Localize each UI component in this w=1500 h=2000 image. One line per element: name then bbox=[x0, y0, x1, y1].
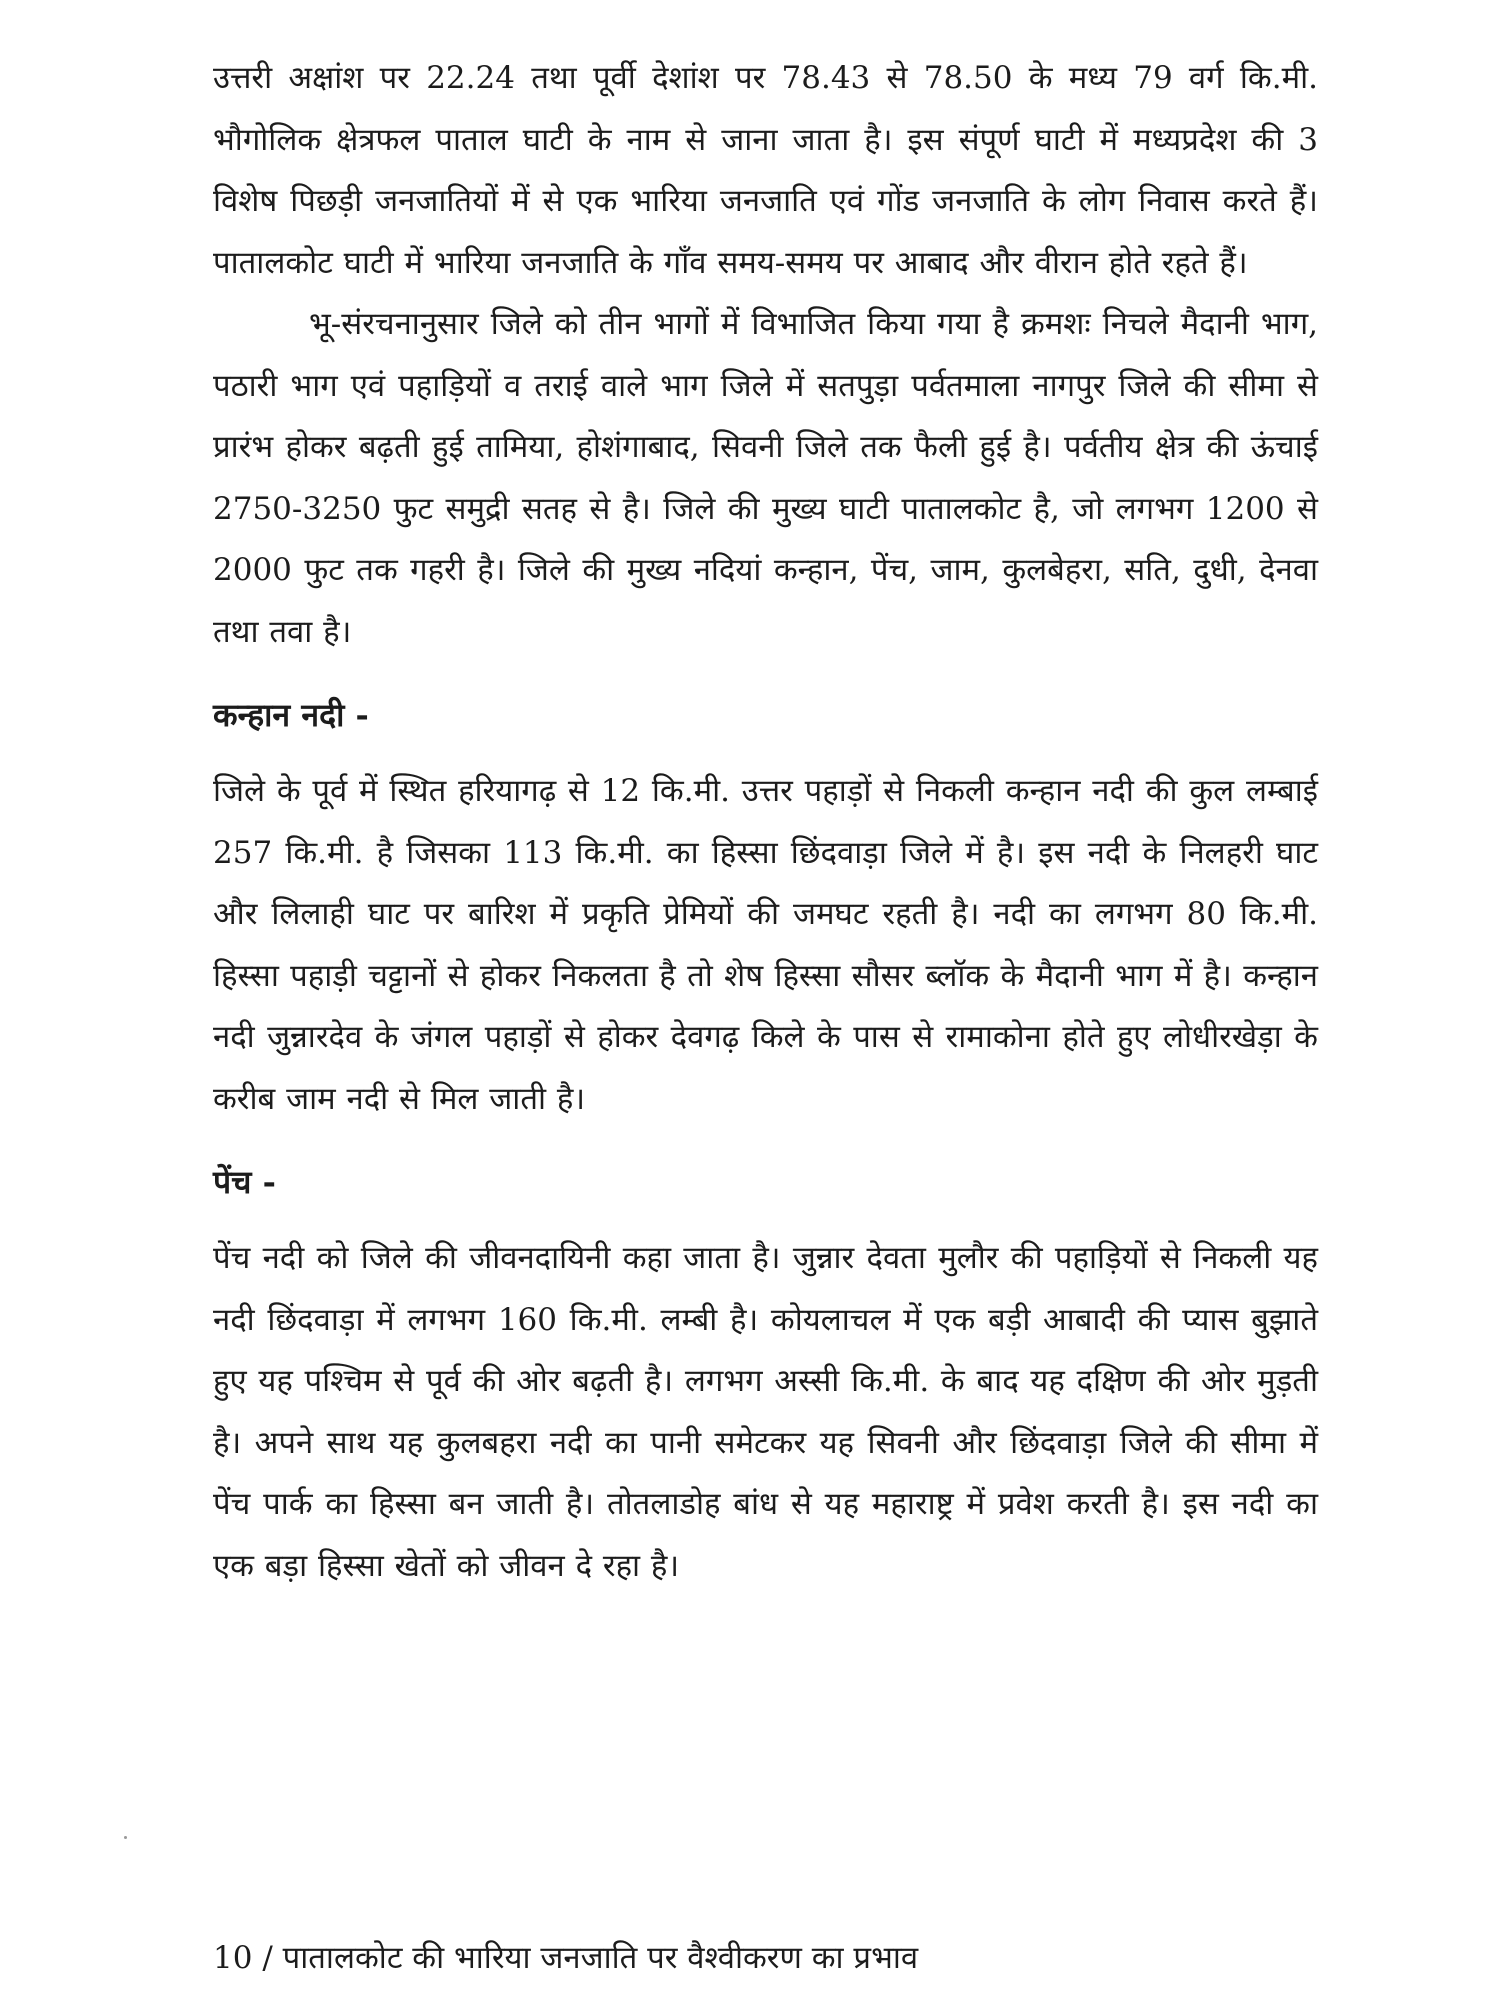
paragraph-topography: भू-संरचनानुसार जिले को तीन भागों में विभाजित किया गया है क्रमशः निचले मैदानी भाग, पठारी भाग एवं पहाड़ियों व तराई वाले भाग जिले में सतपुड़ा पर्वतमाला नागपुर जिले की सीमा से प्रारंभ होकर बढ़ती हुई तामिया, होशंगाबाद, सिवनी जिले तक फैली हुई है। पर्वतीय क्षेत्र की ऊंचाई 2750-3250 फुट समुद्री सतह से है। जिले की मुख्य घाटी पातालकोट है, जो लगभग 1200 से 2000 फुट तक गहरी है। जिले की मुख्य नदियां कन्हान, पेंच, जाम, कुलबेहरा, सति, दुधी, देनवा तथा तवा है। bbox=[213, 306, 1318, 650]
section-heading-pench: पेंच - bbox=[213, 1163, 276, 1201]
page-footer bbox=[213, 1938, 918, 1978]
page-body bbox=[213, 48, 1318, 1597]
page-number: 10 bbox=[213, 1940, 253, 1976]
paragraph-pench-river: पेंच नदी को जिले की जीवनदायिनी कहा जाता है। जुन्नार देवता मुलौर की पहाड़ियों से निकली यह नदी छिंदवाड़ा में लगभग 160 कि.मी. लम्बी है। कोयलाचल में एक बड़ी आबादी की प्यास बुझाते हुए यह पश्चिम से पूर्व की ओर बढ़ती है। लगभग अस्सी कि.मी. के बाद यह दक्षिण की ओर मुड़ती है। अपने साथ यह कुलबहरा नदी का पानी समेटकर यह सिवनी और छिंदवाड़ा जिले की सीमा में पेंच पार्क का हिस्सा बन जाती है। तोतलाडोह बांध से यह महाराष्ट्र में प्रवेश करती है। इस नदी का एक बड़ा हिस्सा खेतों को जीवन दे रहा है। bbox=[213, 1240, 1318, 1584]
scan-speck bbox=[124, 1836, 127, 1839]
footer-separator: / bbox=[262, 1940, 273, 1976]
paragraph-patalkot-valley: उत्तरी अक्षांश पर 22.24 तथा पूर्वी देशांश पर 78.43 से 78.50 के मध्य 79 वर्ग कि.मी. भौगोलिक क्षेत्रफल पाताल घाटी के नाम से जाना जाता है। इस संपूर्ण घाटी में मध्यप्रदेश की 3 विशेष पिछड़ी जनजातियों में से एक भारिया जनजाति एवं गोंड जनजाति के लोग निवास करते हैं। पातालकोट घाटी में भारिया जनजाति के गाँव समय-समय पर आबाद और वीरान होते रहते हैं। bbox=[213, 60, 1318, 281]
section-heading-kanhan: कन्हान नदी - bbox=[213, 696, 369, 734]
book-title: पातालकोट की भारिया जनजाति पर वैश्वीकरण का प्रभाव bbox=[282, 1940, 919, 1976]
paragraph-kanhan-river: जिले के पूर्व में स्थित हरियागढ़ से 12 कि.मी. उत्तर पहाड़ों से निकली कन्हान नदी की कुल लम्बाई 257 कि.मी. है जिसका 113 कि.मी. का हिस्सा छिंदवाड़ा जिले में है। इस नदी के निलहरी घाट और लिलाही घाट पर बारिश में प्रकृति प्रेमियों की जमघट रहती है। नदी का लगभग 80 कि.मी. हिस्सा पहाड़ी चट्टानों से होकर निकलता है तो शेष हिस्सा सौसर ब्लॉक के मैदानी भाग में है। कन्हान नदी जुन्नारदेव के जंगल पहाड़ों से होकर देवगढ़ किले के पास से रामाकोना होते हुए लोधीरखेड़ा के करीब जाम नदी से मिल जाती है। bbox=[213, 773, 1318, 1117]
